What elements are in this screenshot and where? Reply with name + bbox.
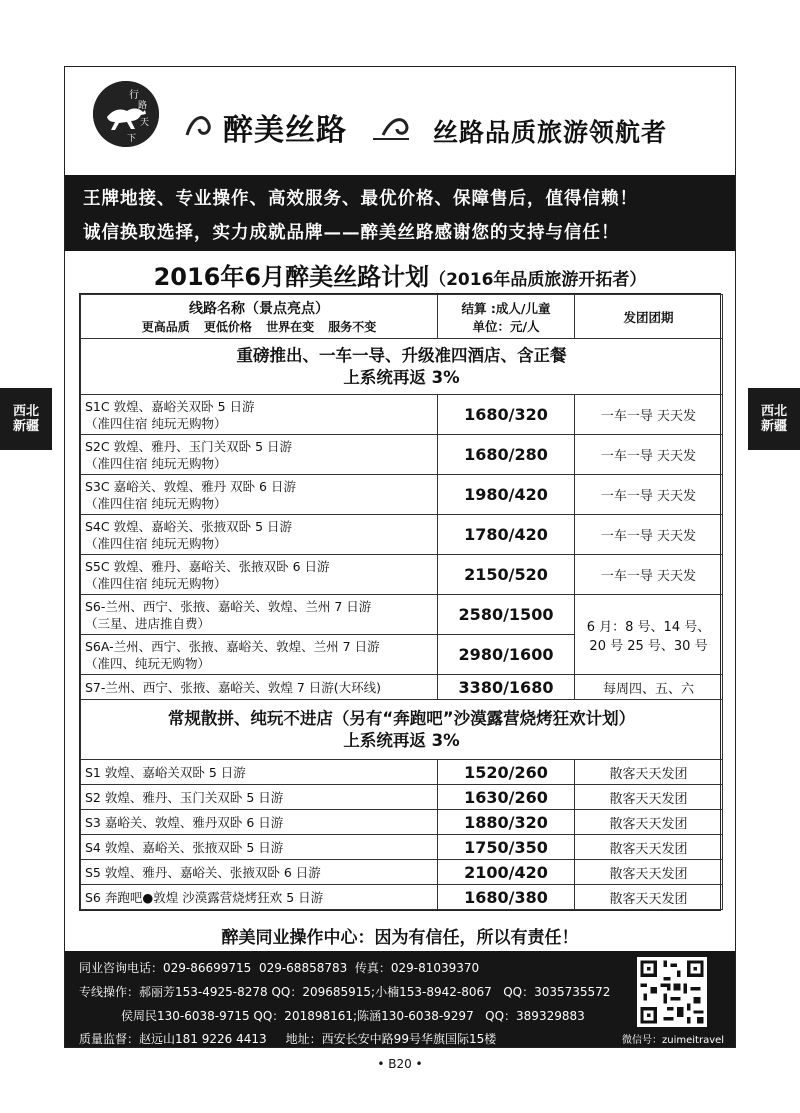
table-row	[81, 810, 723, 835]
route-date: 散客天天发团	[575, 835, 723, 860]
route-line: （准四、纯玩无购物）	[85, 655, 211, 671]
route-price: 3380/1680	[438, 675, 575, 700]
route-line: （准四住宿 纯玩无购物）	[85, 415, 227, 431]
side-tab-left	[0, 388, 52, 450]
route-name: S5 敦煌、雅丹、嘉峪关、张掖双卧 6 日游	[81, 860, 438, 885]
route-table	[79, 293, 721, 911]
route-name: S6 奔跑吧●敦煌 沙漠露营烧烤狂欢 5 日游	[81, 885, 438, 910]
brand	[183, 105, 413, 148]
banner-line: 诚信换取选择，实力成就品牌——醉美丝路感谢您的支持与信任！	[83, 223, 620, 243]
table-row	[81, 395, 723, 435]
header-col1-line2: 更高品质 更低价格 世界在变 服务不变	[141, 320, 377, 334]
table-row	[81, 435, 723, 475]
route-line: （三星、进店推自费）	[85, 615, 211, 631]
section-line: 上系统再返 3%	[343, 367, 460, 387]
section-cell	[81, 700, 723, 760]
table-row	[81, 675, 723, 700]
table-row	[81, 785, 723, 810]
route-line: （准四住宿 纯玩无购物）	[85, 455, 227, 471]
route-name: S7-兰州、西宁、张掖、嘉峪关、敦煌 7 日游(大环线)	[81, 675, 438, 700]
route-price: 1630/260	[438, 785, 575, 810]
table-row	[81, 760, 723, 785]
banner	[65, 175, 735, 251]
route-line: S5C 敦煌、雅丹、嘉峪关、张掖双卧 6 日游	[85, 558, 330, 574]
page-number: • B20 •	[377, 1057, 423, 1071]
header-cell	[438, 295, 575, 339]
route-date: 一车一导 天天发	[575, 395, 723, 435]
footer-slogan: 醉美同业操作中心：因为有信任，所以有责任！	[221, 928, 579, 948]
route-price: 2150/520	[438, 555, 575, 595]
route-name	[81, 595, 438, 635]
footer-line: 侯周民130-6038-9715 QQ：201898161;陈涵130-6038-9297 QQ：389329883	[79, 1009, 585, 1023]
s6-date-line: 20 号 25 号、30 号	[589, 638, 708, 654]
route-name	[81, 635, 438, 675]
page-title	[65, 257, 735, 292]
section-line: 上系统再返 3%	[343, 730, 460, 750]
route-line: S6A-兰州、西宁、张掖、嘉峪关、敦煌、兰州 7 日游	[85, 638, 380, 654]
route-name: S2 敦煌、雅丹、玉门关双卧 5 日游	[81, 785, 438, 810]
banner-line: 王牌地接、专业操作、高效服务、最优价格、保障售后，值得信赖！	[83, 189, 638, 209]
route-price: 1750/350	[438, 835, 575, 860]
route-date: 散客天天发团	[575, 785, 723, 810]
route-price: 1780/420	[438, 515, 575, 555]
route-line: （准四住宿 纯玩无购物）	[85, 535, 227, 551]
route-line: S2C 敦煌、雅丹、玉门关双卧 5 日游	[85, 438, 292, 454]
flyer-page	[64, 66, 736, 1048]
table-header	[81, 295, 723, 339]
route-price: 1680/320	[438, 395, 575, 435]
route-date: 每周四、五、六	[575, 675, 723, 700]
logo-char: 天	[140, 118, 150, 128]
header-col2-line2: 单位：元/人	[472, 318, 540, 334]
section-row	[81, 700, 723, 760]
table-row	[81, 595, 723, 635]
route-name: S3 嘉峪关、敦煌、雅丹双卧 6 日游	[81, 810, 438, 835]
footer-line: 专线操作：郝丽芳153-4925-8278 QQ：209685915;小楠153-8942-8067 QQ：3035735572	[79, 985, 611, 999]
header-slogan: 丝路品质旅游领航者	[433, 118, 668, 147]
title-sub: （2016年品质旅游开拓者）	[429, 270, 647, 290]
section-line: 重磅推出、一车一导、升级准四酒店、含正餐	[236, 345, 567, 365]
route-price: 1520/260	[438, 760, 575, 785]
table-row	[81, 515, 723, 555]
table-row	[81, 860, 723, 885]
logo-char: 行	[129, 90, 139, 101]
s6-date-line: 6 月：8 号、14 号、	[586, 619, 711, 635]
route-line: S6-兰州、西宁、张掖、嘉峪关、敦煌、兰州 7 日游	[85, 598, 372, 614]
header	[65, 67, 735, 175]
header-cell	[81, 295, 438, 339]
footer	[65, 951, 735, 1047]
logo-icon	[93, 81, 159, 147]
wechat-id: 微信号：zuimeitravel	[622, 1035, 725, 1046]
route-name: S1 敦煌、嘉峪关双卧 5 日游	[81, 760, 438, 785]
route-date: 一车一导 天天发	[575, 515, 723, 555]
route-line: （准四住宿 纯玩无购物）	[85, 495, 227, 511]
route-line: S1C 敦煌、嘉峪关双卧 5 日游	[85, 398, 255, 414]
route-date: 散客天天发团	[575, 760, 723, 785]
route-price: 1680/380	[438, 885, 575, 910]
route-date: 散客天天发团	[575, 810, 723, 835]
table-row	[81, 475, 723, 515]
route-line: S4C 敦煌、嘉峪关、张掖双卧 5 日游	[85, 518, 292, 534]
route-date: 一车一导 天天发	[575, 435, 723, 475]
route-price: 2580/1500	[438, 595, 575, 635]
route-price: 1880/320	[438, 810, 575, 835]
section-cell	[81, 339, 723, 395]
route-name: S4 敦煌、嘉峪关、张掖双卧 5 日游	[81, 835, 438, 860]
footer-line: 质量监督：赵远山181 9226 4413 地址：西安长安中路99号华旗国际15楼	[79, 1032, 497, 1046]
route-name	[81, 475, 438, 515]
table-row	[81, 835, 723, 860]
header-col2-line1: 结算 :成人/儿童	[461, 300, 551, 316]
route-date	[575, 595, 723, 675]
side-tab-line2: 新疆	[12, 419, 39, 434]
header-col1-line1: 线路名称（景点亮点）	[189, 301, 329, 317]
route-price: 2100/420	[438, 860, 575, 885]
logo-char: 路	[138, 101, 148, 111]
route-line: （准四住宿 纯玩无购物）	[85, 575, 227, 591]
side-tab-line1: 西北	[12, 404, 39, 419]
route-price: 1980/420	[438, 475, 575, 515]
route-price: 2980/1600	[438, 635, 575, 675]
side-tab-line2: 新疆	[760, 419, 787, 434]
route-date: 散客天天发团	[575, 860, 723, 885]
title-main: 2016年6月醉美丝路计划	[153, 263, 430, 291]
logo-char: 下	[127, 134, 137, 144]
qr-code-icon	[637, 957, 707, 1027]
header-cell: 发团团期	[575, 295, 723, 339]
section-line: 常规散拼、纯玩不进店（另有“奔跑吧”沙漠露营烧烤狂欢计划）	[167, 708, 636, 728]
section-row	[81, 339, 723, 395]
route-name	[81, 435, 438, 475]
route-line: S3C 嘉峪关、敦煌、雅丹 双卧 6 日游	[85, 478, 296, 494]
table-row	[81, 885, 723, 910]
side-tab-line1: 西北	[760, 404, 787, 419]
route-price: 1680/280	[438, 435, 575, 475]
route-name	[81, 515, 438, 555]
route-date: 散客天天发团	[575, 885, 723, 910]
route-date: 一车一导 天天发	[575, 475, 723, 515]
table-row	[81, 555, 723, 595]
route-name	[81, 555, 438, 595]
route-name	[81, 395, 438, 435]
side-tab-right	[748, 388, 800, 450]
brand-name: 醉美丝路	[223, 113, 347, 148]
footer-line: 同业咨询电话：029-86699715 029-68858783 传真：029-81039370	[79, 961, 480, 975]
route-date: 一车一导 天天发	[575, 555, 723, 595]
